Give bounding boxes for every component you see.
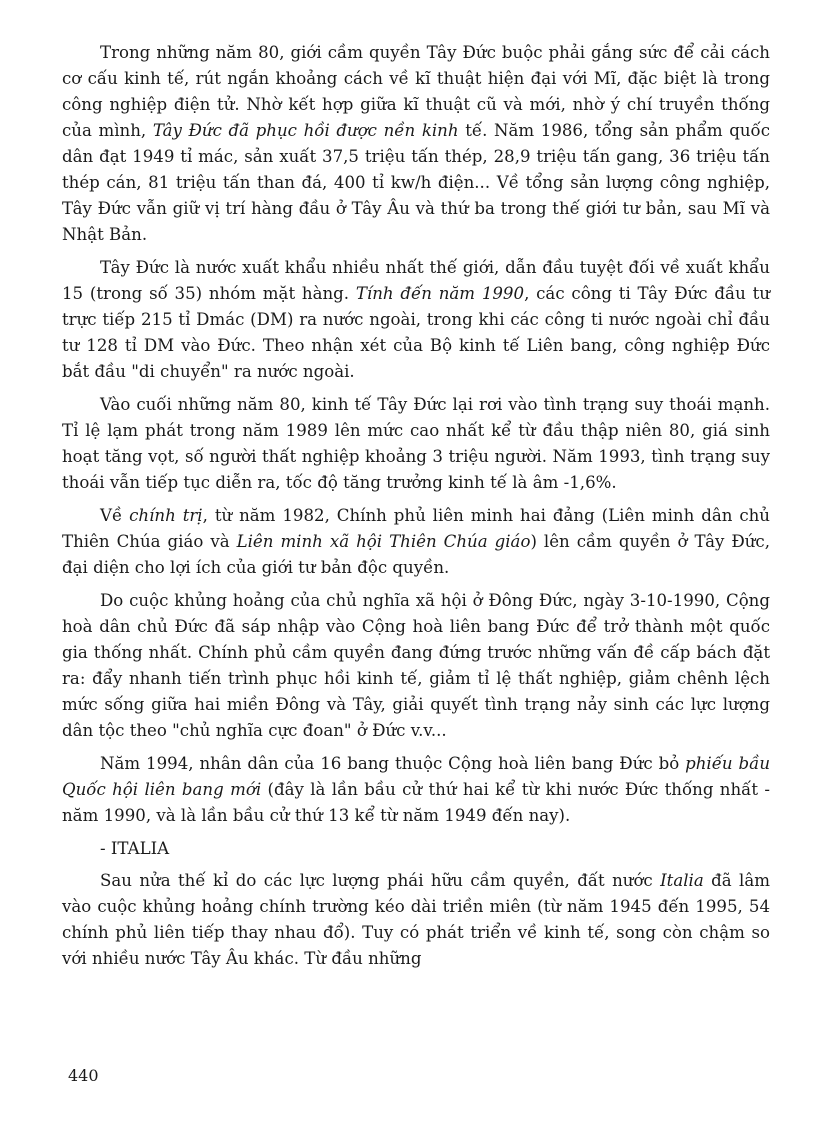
paragraph-5: Do cuộc khủng hoảng của chủ nghĩa xã hội ở Đông Đức, ngày 3-10-1990, Cộng hoà dân chủ Đức đã sáp nhập vào Cộng hoà liên bang Đức để trở thành một quốc gia thống nhất. Chính phủ cầm quyền đang đứng trước những vấn đề cấp bách đặt ra: đẩy nhanh tiến trình phục hồi kinh tế, giảm tỉ lệ thất nghiệp, giảm chênh lệch mức sống giữa hai miền Đông và Tây, giải quyết tình trạng nảy sinh các lực lượng dân tộc theo "chủ nghĩa cực đoan" ở Đức v.v... [62,591,770,740]
page-number: 440 [68,1066,99,1085]
page-body [62,40,770,979]
paragraph-italia: Sau nửa thế kỉ do các lực lượng phái hữu cầm quyền, đất nước Italia đã lâm vào cuộc khủng hoảng chính trường kéo dài triền miên (từ năm 1945 đến 1995, 54 chính phủ liên tiếp thay nhau đổ). Tuy có phát triển về kinh tế, song còn chậm so với nhiều nước Tây Âu khác. Từ đầu những [62,871,770,968]
paragraph-3: Vào cuối những năm 80, kinh tế Tây Đức lại rơi vào tình trạng suy thoái mạnh. Tỉ lệ lạm phát trong năm 1989 lên mức cao nhất kể từ đầu thập niên 80, giá sinh hoạt tăng vọt, số người thất nghiệp khoảng 3 triệu người. Năm 1993, tình trạng suy thoái vẫn tiếp tục diễn ra, tốc độ tăng trưởng kinh tế là âm -1,6%. [62,395,770,492]
paragraph-6: Năm 1994, nhân dân của 16 bang thuộc Cộng hoà liên bang Đức bỏ phiếu bầu Quốc hội liên bang mới (đây là lần bầu cử thứ hai kể từ khi nước Đức thống nhất - năm 1990, và là lần bầu cử thứ 13 kể từ năm 1949 đến nay). [62,754,771,825]
paragraph-1: Trong những năm 80, giới cầm quyền Tây Đức buộc phải gắng sức để cải cách cơ cấu kinh tế, rút ngắn khoảng cách về kĩ thuật hiện đại với Mĩ, đặc biệt là trong công nghiệp điện tử. Nhờ kết hợp giữa kĩ thuật cũ và mới, nhờ ý chí truyền thống của mình, Tây Đức đã phục hồi được nền kinh tế. Năm 1986, tổng sản phẩm quốc dân đạt 1949 tỉ mác, sản xuất 37,5 triệu tấn thép, 28,9 triệu tấn gang, 36 triệu tấn thép cán, 81 triệu tấn than đá, 400 tỉ kw/h điện... Về tổng sản lượng công nghiệp, Tây Đức vẫn giữ vị trí hàng đầu ở Tây Âu và thứ ba trong thế giới tư bản, sau Mĩ và Nhật Bản. [62,43,770,244]
paragraph-4: Về chính trị, từ năm 1982, Chính phủ liên minh hai đảng (Liên minh dân chủ Thiên Chúa giáo và Liên minh xã hội Thiên Chúa giáo) lên cầm quyền ở Tây Đức, đại diện cho lợi ích của giới tư bản độc quyền. [62,506,770,577]
section-heading-italia: - ITALIA [100,839,170,858]
paragraph-2: Tây Đức là nước xuất khẩu nhiều nhất thế giới, dẫn đầu tuyệt đối về xuất khẩu 15 (trong số 35) nhóm mặt hàng. Tính đến năm 1990, các công ti Tây Đức đầu tư trực tiếp 215 tỉ Dmác (DM) ra nước ngoài, trong khi các công ti nước ngoài chỉ đầu tư 128 tỉ DM vào Đức. Theo nhận xét của Bộ kinh tế Liên bang, công nghiệp Đức bắt đầu "di chuyển" ra nước ngoài. [62,258,771,381]
